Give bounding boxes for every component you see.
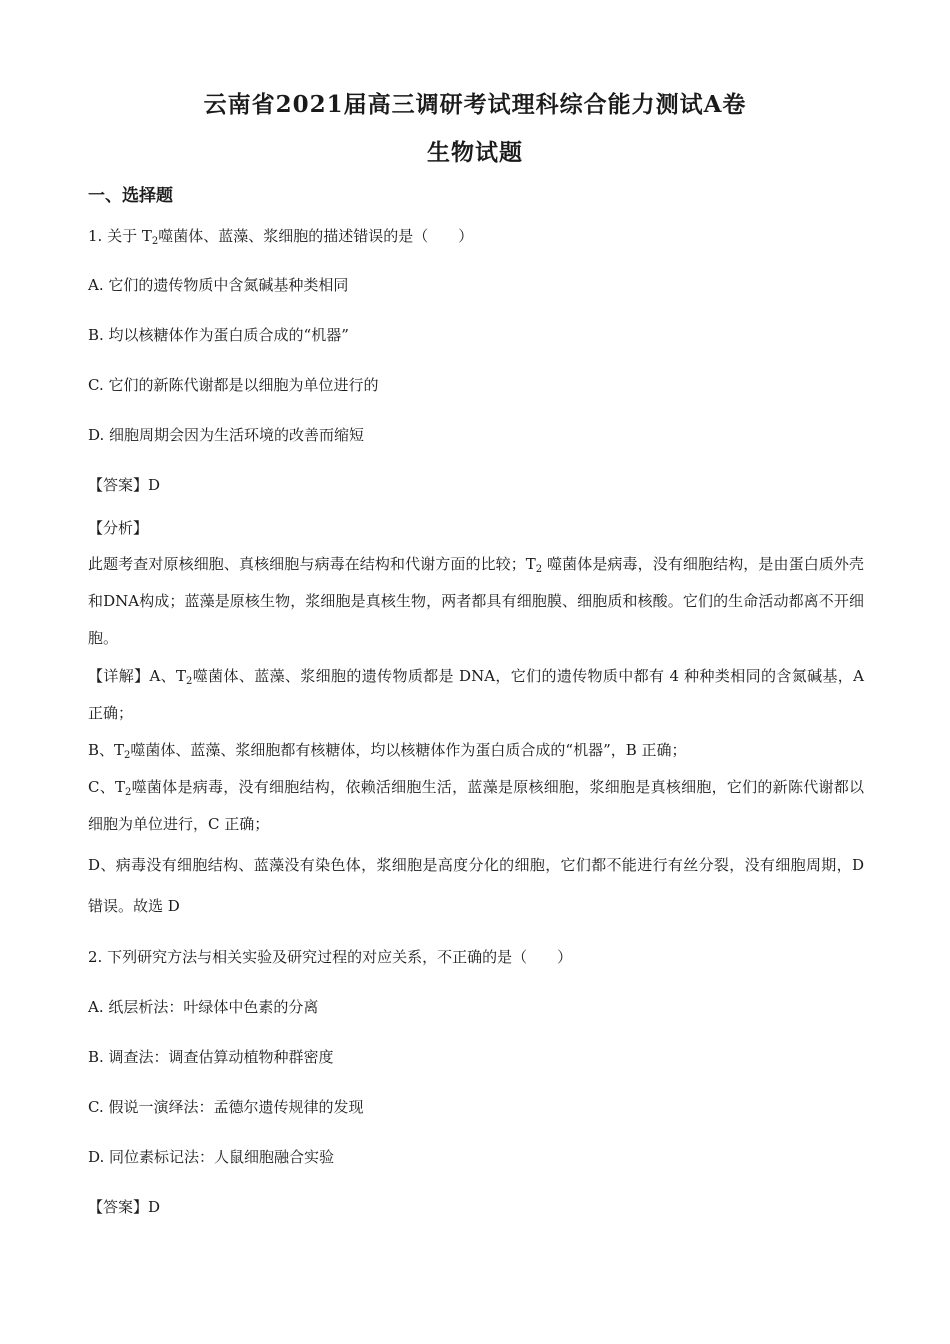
q2-answer: 【答案】D [88,1198,161,1216]
q1-detail-d: D、病毒没有细胞结构、蓝藻没有染色体，浆细胞是高度分化的细胞，它们都不能进行有丝分裂，没有细胞周期，D 错误。故选 D [88,856,864,915]
section-heading: 一、选择题 [88,186,173,206]
q2-option-b: B. 调查法：调查估算动植物种群密度 [88,1048,334,1066]
exam-title: 云南省2021届高三调研考试理科综合能力测试A卷 [203,91,747,118]
q1-detail-a: 【详解】A、$T_2$噬菌体、蓝藻、浆细胞的遗传物质都是 DNA，它们的遗传物质中都有 4 种种类相同的含氮碱基，A 正确； [88,667,864,722]
q2-option-a: A. 纸层析法：叶绿体中色素的分离 [88,998,319,1016]
q1-detail-c: C、$T_2$噬菌体是病毒，没有细胞结构，依赖活细胞生活，蓝藻是原核细胞，浆细胞是真核细胞，它们的新陈代谢都以细胞为单位进行，C 正确； [88,778,864,833]
question-2-stem: 2. 下列研究方法与相关实验及研究过程的对应关系，不正确的是（ ） [88,948,573,966]
q1-answer: 【答案】D [88,476,161,494]
q1-option-a: A. 它们的遗传物质中含氮碱基种类相同 [88,276,349,294]
q2-option-d: D. 同位素标记法：人鼠细胞融合实验 [88,1148,335,1166]
q1-option-d: D. 细胞周期会因为生活环境的改善而缩短 [88,426,365,444]
q1-analysis-text: 此题考查对原核细胞、真核细胞与病毒在结构和代谢方面的比较；$T_2$ 噬菌体是病毒，没有细胞结构，是由蛋白质外壳和DNA构成；蓝藻是原核生物，浆细胞是真核生物，两者都具有细胞膜、细胞质和核酸。它们的生命活动都离不开细胞。 [88,555,864,647]
q1-detail-b: B、$T_2$噬菌体、蓝藻、浆细胞都有核糖体，均以核糖体作为蛋白质合成的“机器”，B 正确； [88,741,687,761]
q1-option-c: C. 它们的新陈代谢都是以细胞为单位进行的 [88,376,379,394]
q1-option-b: B. 均以核糖体作为蛋白质合成的“机器” [88,326,349,344]
question-1-stem: 1. 关于 $T_2$噬菌体、蓝藻、浆细胞的描述错误的是（ ） [88,227,474,247]
q1-analysis-label: 【分析】 [88,519,149,537]
exam-subtitle: 生物试题 [427,139,523,166]
q2-option-c: C. 假说一演绎法：孟德尔遗传规律的发现 [88,1098,364,1116]
